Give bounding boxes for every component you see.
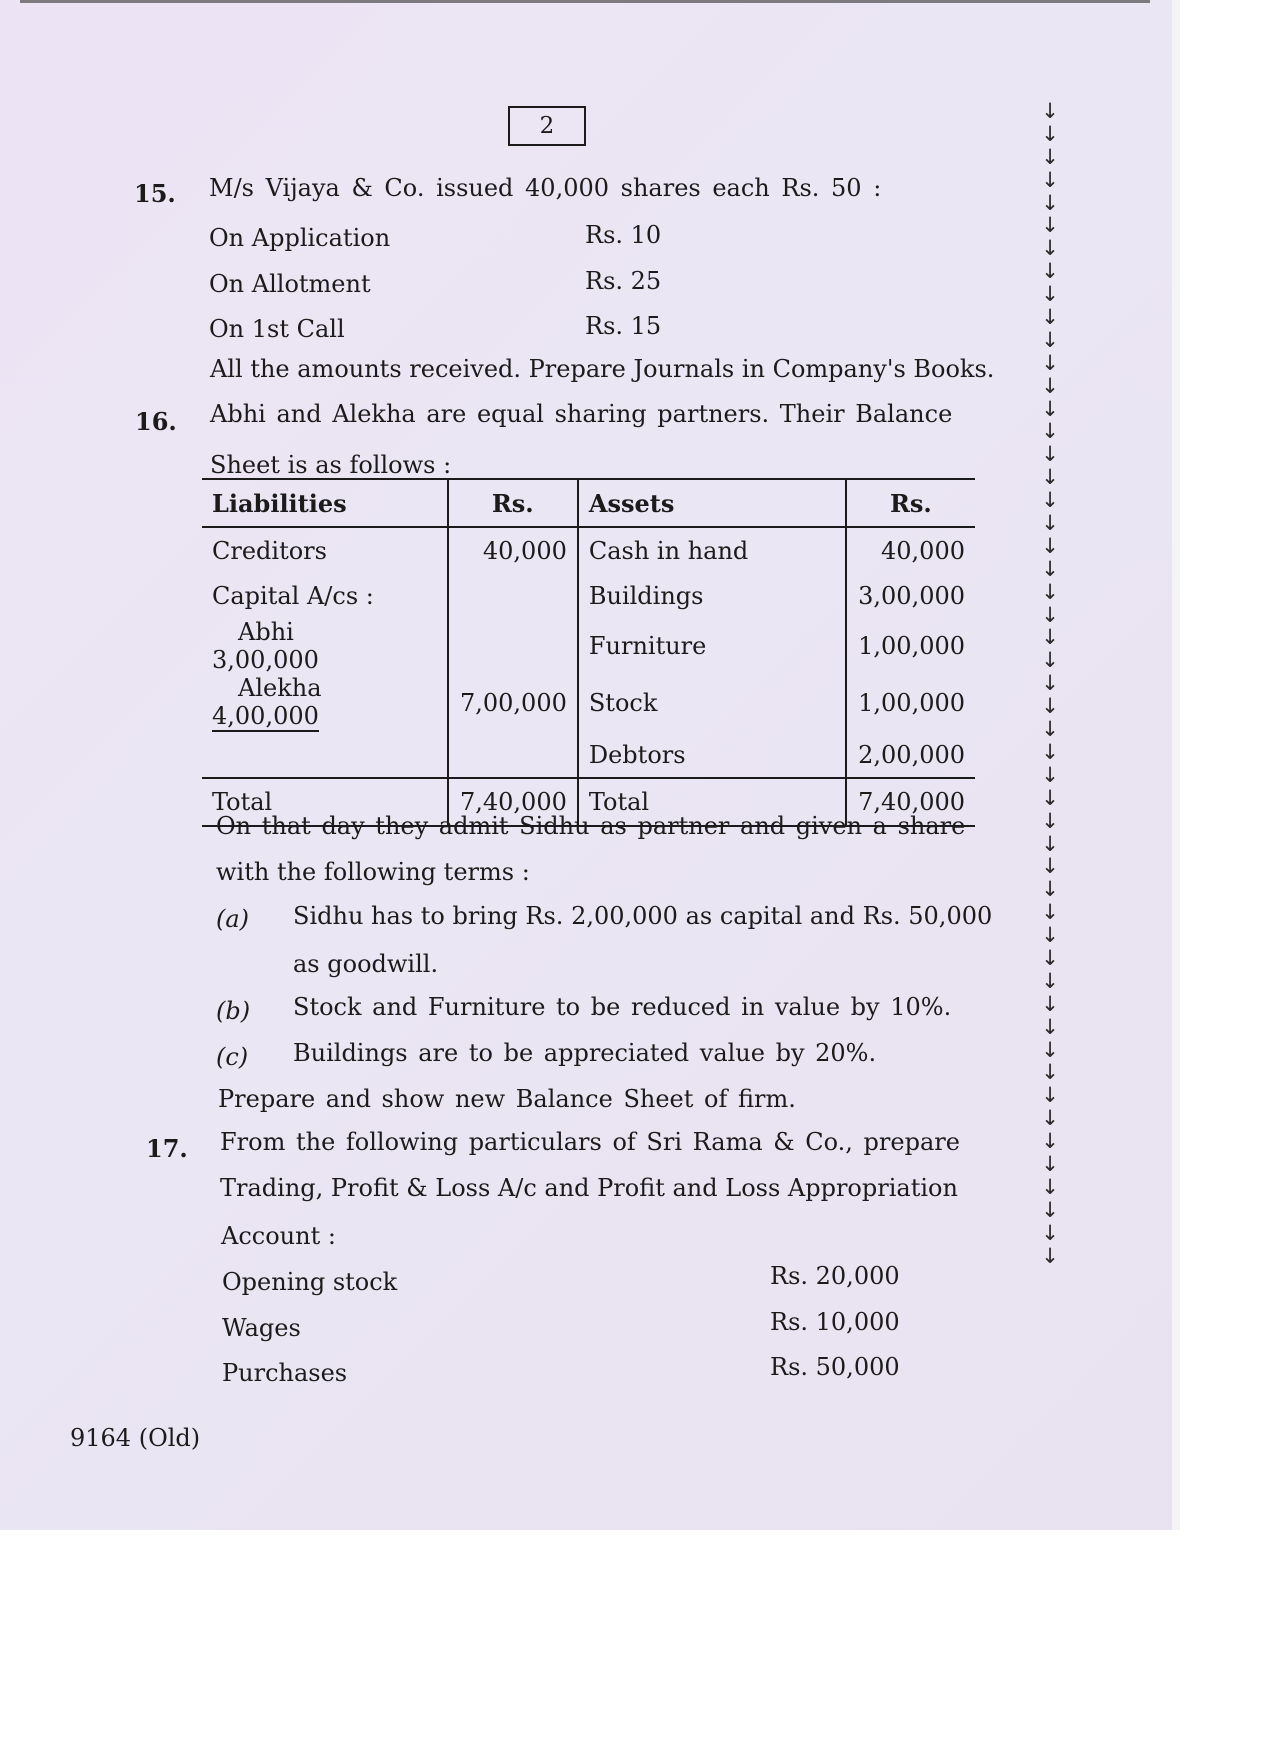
empty-cell [448, 732, 578, 778]
total-amount: 7,40,000 [846, 778, 975, 826]
empty-cell [202, 732, 448, 778]
table-header-row [202, 479, 975, 527]
term-label: (a) [216, 905, 250, 933]
q17-line1: From the following particulars of Sri Rama & Co., prepare [220, 1128, 960, 1156]
top-rule [20, 0, 1150, 3]
down-arrow-icon: ↓ [1041, 1060, 1059, 1085]
down-arrow-icon: ↓ [1041, 1220, 1059, 1245]
down-arrow-icon: ↓ [1041, 99, 1059, 123]
term-text: Sidhu has to bring Rs. 2,00,000 as capital and Rs. 50,000 [293, 902, 993, 930]
term-label: (b) [216, 997, 251, 1025]
down-arrow-icon: ↓ [1041, 923, 1059, 948]
asset-amount: 2,00,000 [846, 732, 975, 778]
down-arrow-icon: ↓ [1041, 1083, 1059, 1108]
down-arrow-icon: ↓ [1041, 717, 1059, 742]
balance-sheet-table [202, 478, 975, 827]
down-arrow-icon: ↓ [1041, 900, 1059, 925]
asset-label: Furniture [588, 632, 707, 660]
page-edge [1172, 0, 1180, 1530]
down-arrow-icon: ↓ [1041, 533, 1059, 558]
footer-code: 9164 (Old) [70, 1424, 201, 1452]
partner-capital [202, 674, 448, 732]
q15-text: M/s Vijaya & Co. issued 40,000 shares each Rs. 50 : [209, 174, 882, 202]
table-row [202, 527, 975, 573]
asset-amount: 40,000 [846, 527, 975, 573]
q15-row-label: On 1st Call [209, 315, 345, 343]
partner-amount: 4,00,000 [212, 702, 319, 730]
down-arrow-icon: ↓ [1041, 694, 1059, 719]
down-arrow-icon: ↓ [1041, 259, 1059, 284]
down-arrow-icon: ↓ [1041, 282, 1059, 307]
q15-row-amount: Rs. 10 [585, 221, 662, 249]
q15-row-amount: Rs. 15 [585, 312, 662, 340]
total-label: Total [202, 778, 448, 826]
table-row [202, 732, 975, 778]
empty-cell [448, 618, 578, 674]
down-arrow-icon: ↓ [1041, 854, 1059, 879]
liability-amount: 40,000 [448, 527, 578, 573]
table-row [202, 674, 975, 732]
q17-row-label: Purchases [222, 1359, 348, 1387]
down-arrow-icon: ↓ [1041, 305, 1059, 330]
q15-row-label: On Allotment [209, 270, 371, 298]
q17-row-amount: Rs. 50,000 [770, 1353, 900, 1381]
partner-name: Abhi [238, 618, 294, 646]
liability-label: Creditors [212, 536, 327, 565]
q17-row-amount: Rs. 20,000 [770, 1262, 900, 1290]
header-liabilities: Liabilities [202, 479, 448, 527]
term-text: Buildings are to be appreciated value by 20%. [293, 1039, 877, 1067]
down-arrow-icon: ↓ [1041, 1243, 1059, 1268]
down-arrow-icon: ↓ [1041, 511, 1059, 536]
down-arrow-icon: ↓ [1041, 625, 1059, 650]
down-arrow-icon: ↓ [1041, 671, 1059, 696]
empty-cell [448, 573, 578, 618]
q15-row-label: On Application [209, 224, 391, 252]
q17-line3: Account : [221, 1222, 336, 1250]
q16-line2: Sheet is as follows : [210, 451, 452, 479]
down-arrow-icon: ↓ [1041, 373, 1059, 398]
down-arrow-icon: ↓ [1041, 396, 1059, 421]
down-arrow-icon: ↓ [1041, 556, 1059, 581]
down-arrow-icon: ↓ [1041, 236, 1059, 261]
down-arrow-icon: ↓ [1041, 648, 1059, 673]
table-row [202, 573, 975, 618]
asset-label: Stock [588, 689, 658, 717]
down-arrow-icon: ↓ [1041, 968, 1059, 993]
partner-amount: 3,00,000 [212, 646, 319, 674]
q15-row-amount: Rs. 25 [585, 267, 662, 295]
asset-amount: 1,00,000 [846, 618, 975, 674]
q16-closing: Prepare and show new Balance Sheet of firm. [218, 1085, 796, 1113]
q16-after2: with the following terms : [216, 858, 530, 886]
down-arrow-icon: ↓ [1041, 1151, 1059, 1176]
asset-label: Debtors [588, 740, 686, 769]
asset-amount: 1,00,000 [846, 674, 975, 732]
q17-line2: Trading, Profit & Loss A/c and Profit and Loss Appropriation [220, 1174, 958, 1202]
down-arrow-icon: ↓ [1041, 465, 1059, 490]
q16-number: 16. [135, 407, 177, 436]
q16-line1: Abhi and Alekha are equal sharing partners. Their Balance [210, 400, 953, 428]
down-arrow-icon: ↓ [1041, 785, 1059, 810]
q15-number: 15. [134, 179, 176, 208]
q17-row-label: Wages [222, 1314, 301, 1342]
down-arrow-icon: ↓ [1041, 190, 1059, 215]
down-arrow-icon: ↓ [1041, 1037, 1059, 1062]
down-arrow-icon: ↓ [1041, 419, 1059, 444]
header-assets: Assets [578, 479, 846, 527]
total-label: Total [578, 778, 846, 826]
down-arrow-icon: ↓ [1041, 808, 1059, 833]
down-arrow-icon: ↓ [1041, 739, 1059, 764]
q17-number: 17. [146, 1134, 188, 1163]
partner-capital [202, 618, 448, 674]
q15-closing: All the amounts received. Prepare Journals in Company's Books. [210, 355, 995, 383]
down-arrow-icon: ↓ [1041, 831, 1059, 856]
margin-arrow-column [1038, 100, 1062, 1267]
down-arrow-icon: ↓ [1041, 121, 1059, 146]
down-arrow-icon: ↓ [1041, 488, 1059, 513]
down-arrow-icon: ↓ [1041, 762, 1059, 787]
total-amount: 7,40,000 [448, 778, 578, 826]
down-arrow-icon: ↓ [1041, 1014, 1059, 1039]
asset-amount: 3,00,000 [846, 573, 975, 618]
down-arrow-icon: ↓ [1041, 1129, 1059, 1154]
down-arrow-icon: ↓ [1041, 213, 1059, 238]
table-row [202, 618, 975, 674]
header-rs: Rs. [846, 479, 975, 527]
term-text: as goodwill. [293, 950, 439, 978]
page-number: 2 [508, 106, 586, 146]
down-arrow-icon: ↓ [1041, 144, 1059, 169]
q17-row-amount: Rs. 10,000 [770, 1308, 900, 1336]
q17-row-label: Opening stock [222, 1268, 398, 1296]
down-arrow-icon: ↓ [1041, 991, 1059, 1016]
header-rs: Rs. [448, 479, 578, 527]
down-arrow-icon: ↓ [1041, 350, 1059, 375]
term-text: Stock and Furniture to be reduced in value by 10%. [293, 993, 952, 1021]
q16-after1: On that day they admit Sidhu as partner and given a share [216, 812, 966, 840]
down-arrow-icon: ↓ [1041, 327, 1059, 352]
down-arrow-icon: ↓ [1041, 167, 1059, 192]
down-arrow-icon: ↓ [1041, 945, 1059, 970]
down-arrow-icon: ↓ [1041, 442, 1059, 467]
capital-total: 7,00,000 [448, 674, 578, 732]
asset-label: Cash in hand [588, 536, 749, 565]
down-arrow-icon: ↓ [1041, 1197, 1059, 1222]
capital-label: Capital A/cs : [212, 581, 374, 610]
partner-name: Alekha [238, 674, 322, 702]
asset-label: Buildings [588, 581, 704, 610]
down-arrow-icon: ↓ [1041, 1174, 1059, 1199]
down-arrow-icon: ↓ [1041, 579, 1059, 604]
down-arrow-icon: ↓ [1041, 1106, 1059, 1131]
term-label: (c) [216, 1043, 249, 1071]
down-arrow-icon: ↓ [1041, 877, 1059, 902]
down-arrow-icon: ↓ [1041, 602, 1059, 627]
